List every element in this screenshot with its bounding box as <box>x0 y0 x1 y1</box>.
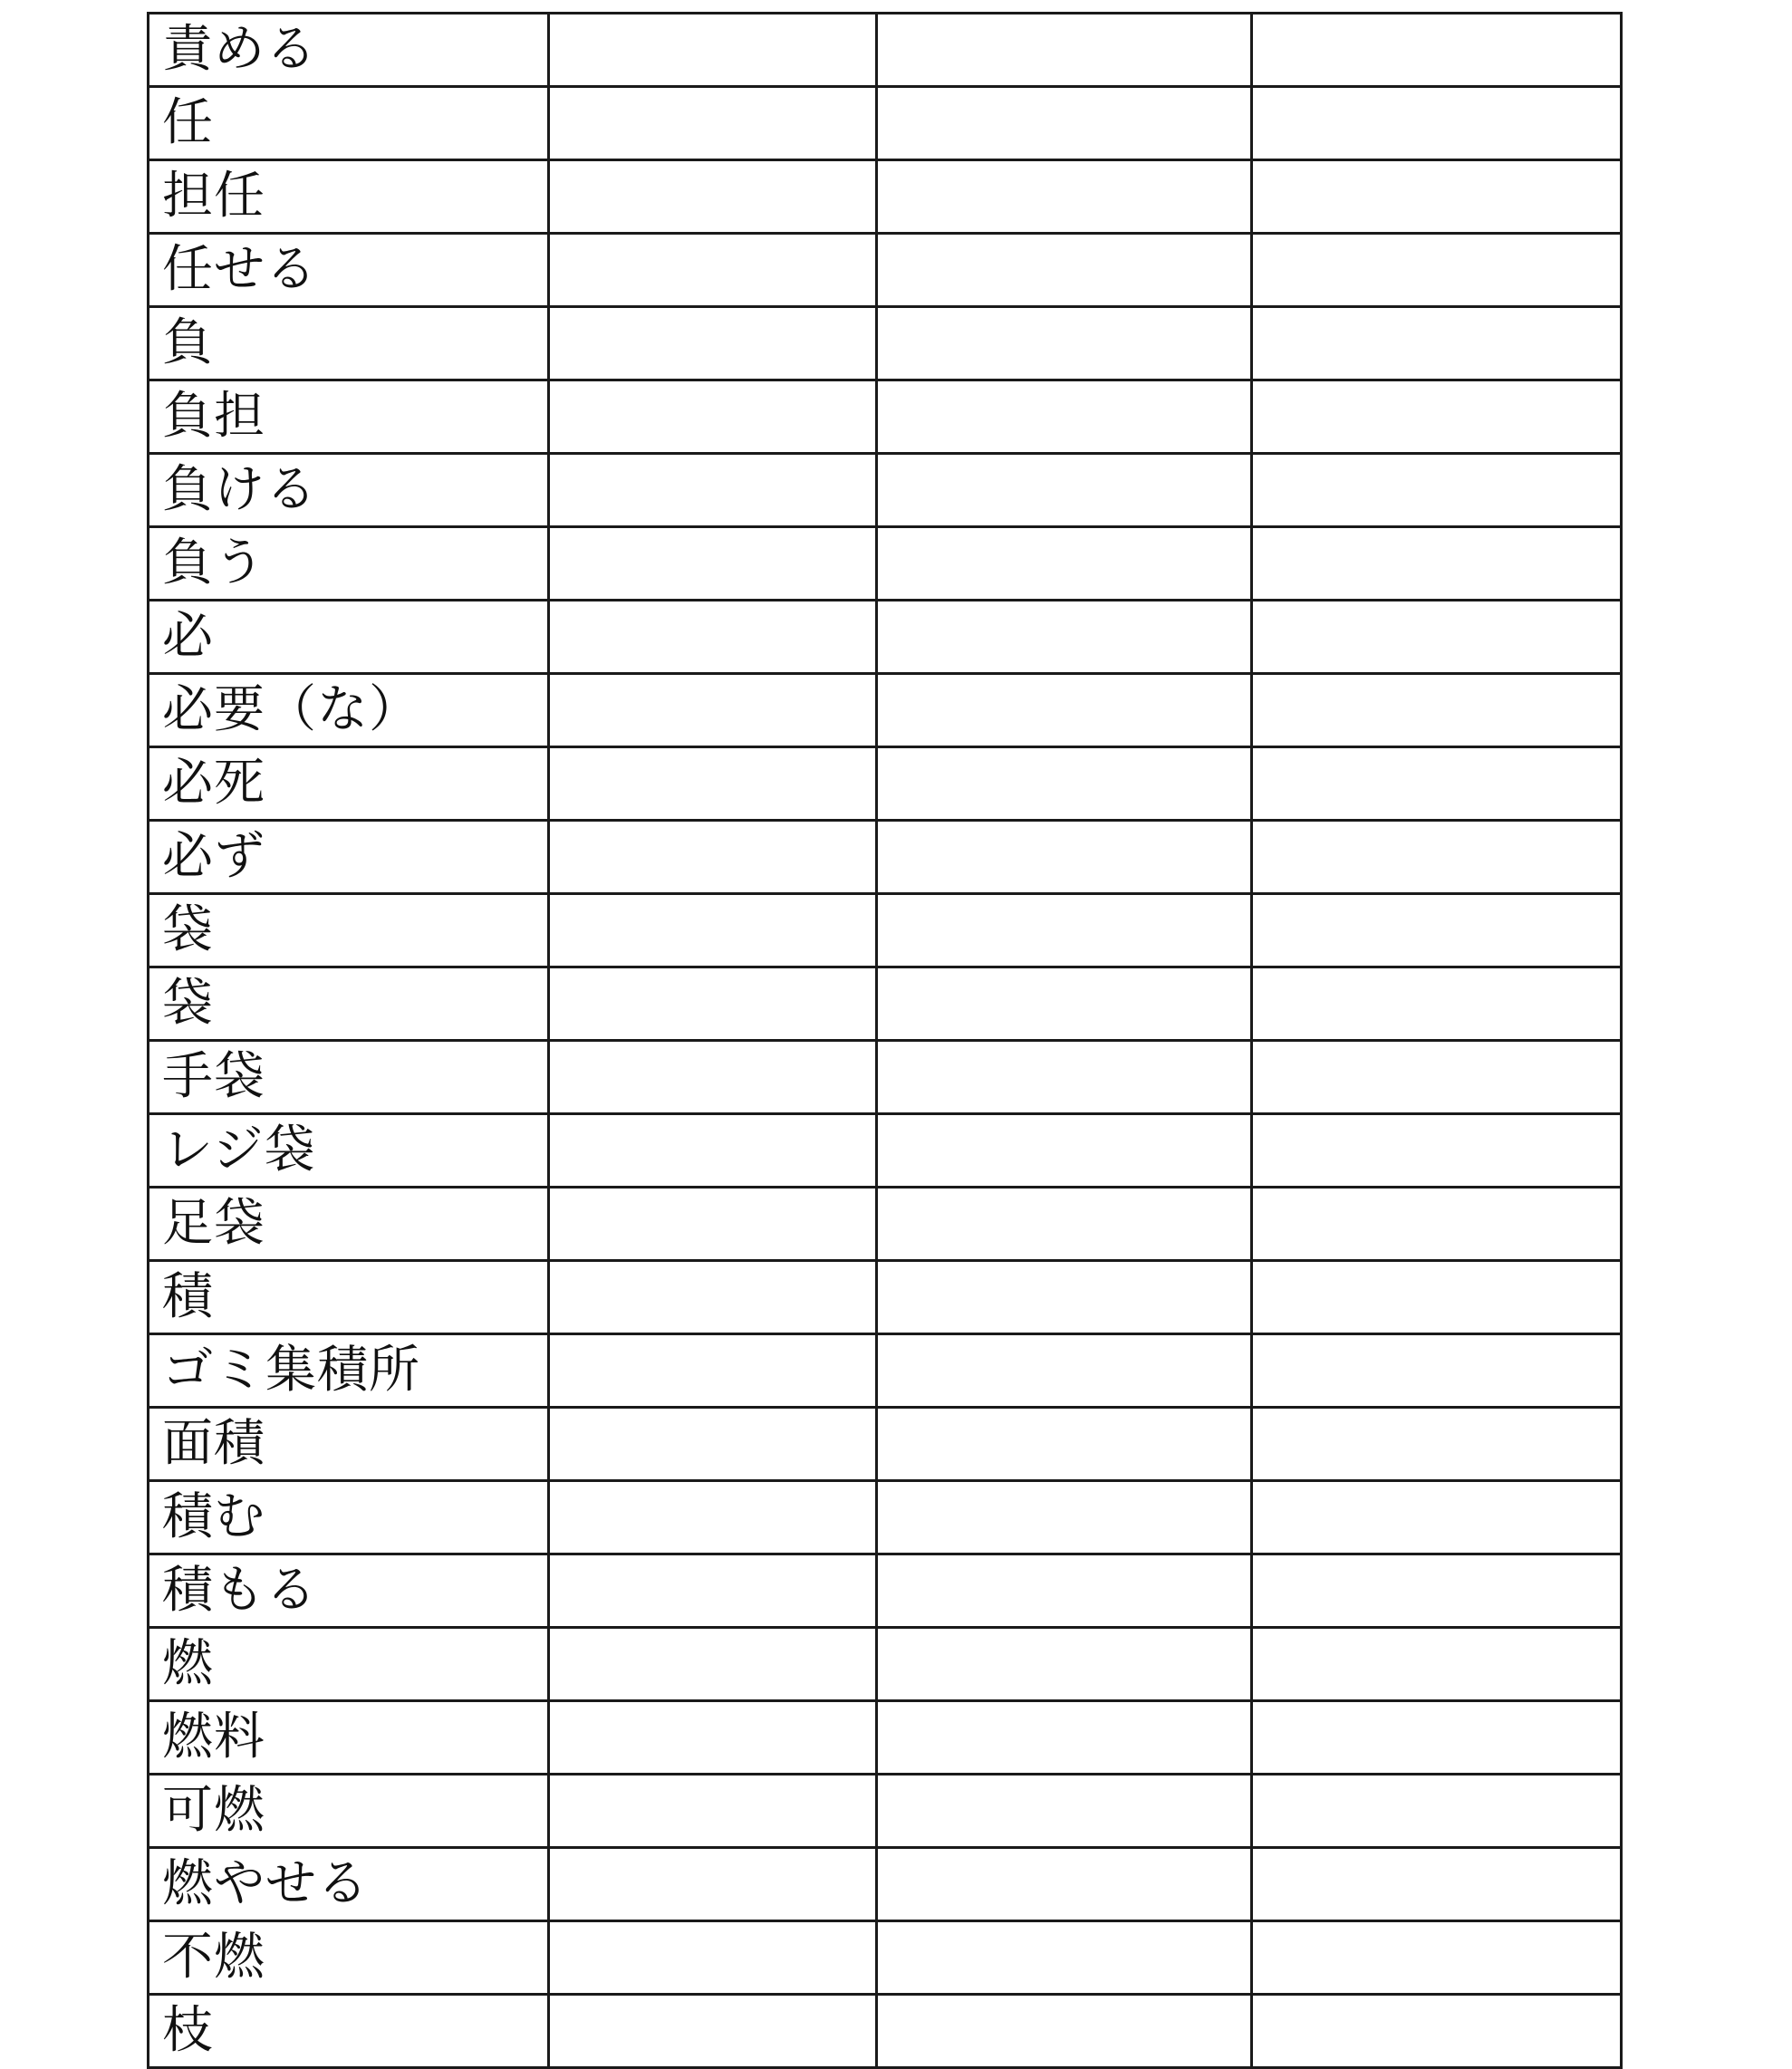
answer-cell-col2[interactable] <box>549 14 877 87</box>
vocabulary-term-cell: 燃やせる <box>149 1848 549 1921</box>
answer-cell-col2[interactable] <box>549 967 877 1041</box>
vocabulary-term-cell: 必ず <box>149 821 549 894</box>
table-row <box>149 1921 1622 1995</box>
answer-cell-col3[interactable] <box>877 1554 1252 1628</box>
answer-cell-col2[interactable] <box>549 1114 877 1188</box>
answer-cell-col2[interactable] <box>549 1041 877 1114</box>
answer-cell-col3[interactable] <box>877 160 1252 234</box>
answer-cell-col2[interactable] <box>549 380 877 454</box>
answer-cell-col4[interactable] <box>1252 87 1622 160</box>
answer-cell-col4[interactable] <box>1252 14 1622 87</box>
table-row <box>149 1114 1622 1188</box>
table-row <box>149 821 1622 894</box>
answer-cell-col4[interactable] <box>1252 601 1622 674</box>
vocabulary-term-cell: 積もる <box>149 1554 549 1628</box>
vocabulary-term-cell: 必死 <box>149 747 549 821</box>
vocabulary-term-cell: 面積 <box>149 1408 549 1481</box>
table-row <box>149 307 1622 380</box>
table-row <box>149 527 1622 601</box>
answer-cell-col2[interactable] <box>549 160 877 234</box>
answer-cell-col4[interactable] <box>1252 1114 1622 1188</box>
table-row <box>149 1261 1622 1334</box>
answer-cell-col3[interactable] <box>877 14 1252 87</box>
answer-cell-col2[interactable] <box>549 747 877 821</box>
answer-cell-col3[interactable] <box>877 1261 1252 1334</box>
answer-cell-col3[interactable] <box>877 234 1252 307</box>
answer-cell-col4[interactable] <box>1252 1261 1622 1334</box>
answer-cell-col2[interactable] <box>549 307 877 380</box>
answer-cell-col3[interactable] <box>877 380 1252 454</box>
table-row <box>149 1701 1622 1775</box>
table-row <box>149 1041 1622 1114</box>
vocabulary-term-cell: 手袋 <box>149 1041 549 1114</box>
answer-cell-col2[interactable] <box>549 894 877 967</box>
answer-cell-col2[interactable] <box>549 601 877 674</box>
vocabulary-term-cell: 可燃 <box>149 1775 549 1848</box>
table-row <box>149 1408 1622 1481</box>
worksheet-body <box>149 14 1622 2068</box>
answer-cell-col3[interactable] <box>877 307 1252 380</box>
table-row <box>149 380 1622 454</box>
table-row <box>149 454 1622 527</box>
answer-cell-col2[interactable] <box>549 1481 877 1554</box>
answer-cell-col2[interactable] <box>549 674 877 747</box>
answer-cell-col2[interactable] <box>549 1554 877 1628</box>
answer-cell-col4[interactable] <box>1252 1481 1622 1554</box>
answer-cell-col2[interactable] <box>549 234 877 307</box>
answer-cell-col4[interactable] <box>1252 454 1622 527</box>
answer-cell-col3[interactable] <box>877 527 1252 601</box>
answer-cell-col2[interactable] <box>549 1775 877 1848</box>
table-row <box>149 234 1622 307</box>
answer-cell-col3[interactable] <box>877 1701 1252 1775</box>
vocabulary-term-cell: 袋 <box>149 894 549 967</box>
answer-cell-col3[interactable] <box>877 674 1252 747</box>
answer-cell-col2[interactable] <box>549 454 877 527</box>
answer-cell-col4[interactable] <box>1252 1701 1622 1775</box>
answer-cell-col2[interactable] <box>549 1408 877 1481</box>
table-row <box>149 601 1622 674</box>
table-row <box>149 1775 1622 1848</box>
answer-cell-col4[interactable] <box>1252 307 1622 380</box>
answer-cell-col2[interactable] <box>549 1334 877 1408</box>
answer-cell-col3[interactable] <box>877 1921 1252 1995</box>
vocabulary-term-cell: 枝 <box>149 1995 549 2068</box>
answer-cell-col3[interactable] <box>877 87 1252 160</box>
table-row <box>149 1554 1622 1628</box>
answer-cell-col4[interactable] <box>1252 1408 1622 1481</box>
vocabulary-term-cell: 必 <box>149 601 549 674</box>
vocabulary-term-cell: レジ袋 <box>149 1114 549 1188</box>
answer-cell-col2[interactable] <box>549 1848 877 1921</box>
table-row <box>149 1188 1622 1261</box>
vocabulary-term-cell: 積む <box>149 1481 549 1554</box>
answer-cell-col3[interactable] <box>877 747 1252 821</box>
vocabulary-term-cell: 袋 <box>149 967 549 1041</box>
table-row <box>149 87 1622 160</box>
answer-cell-col3[interactable] <box>877 1114 1252 1188</box>
table-row <box>149 14 1622 87</box>
table-row <box>149 894 1622 967</box>
answer-cell-col4[interactable] <box>1252 234 1622 307</box>
answer-cell-col3[interactable] <box>877 1408 1252 1481</box>
answer-cell-col3[interactable] <box>877 1848 1252 1921</box>
answer-cell-col2[interactable] <box>549 1261 877 1334</box>
table-row <box>149 1334 1622 1408</box>
vocabulary-term-cell: 燃料 <box>149 1701 549 1775</box>
answer-cell-col3[interactable] <box>877 821 1252 894</box>
vocabulary-term-cell: 負担 <box>149 380 549 454</box>
answer-cell-col3[interactable] <box>877 1188 1252 1261</box>
vocabulary-term-cell: 負ける <box>149 454 549 527</box>
answer-cell-col4[interactable] <box>1252 1334 1622 1408</box>
answer-cell-col2[interactable] <box>549 1628 877 1701</box>
answer-cell-col4[interactable] <box>1252 380 1622 454</box>
answer-cell-col3[interactable] <box>877 1041 1252 1114</box>
answer-cell-col4[interactable] <box>1252 160 1622 234</box>
answer-cell-col4[interactable] <box>1252 1628 1622 1701</box>
vocabulary-term-cell: 足袋 <box>149 1188 549 1261</box>
answer-cell-col2[interactable] <box>549 821 877 894</box>
table-row <box>149 1628 1622 1701</box>
answer-cell-col3[interactable] <box>877 1775 1252 1848</box>
answer-cell-col4[interactable] <box>1252 527 1622 601</box>
answer-cell-col4[interactable] <box>1252 1848 1622 1921</box>
answer-cell-col3[interactable] <box>877 1334 1252 1408</box>
vocabulary-term-cell: 任 <box>149 87 549 160</box>
answer-cell-col4[interactable] <box>1252 1041 1622 1114</box>
vocabulary-term-cell: 任せる <box>149 234 549 307</box>
answer-cell-col4[interactable] <box>1252 821 1622 894</box>
answer-cell-col4[interactable] <box>1252 1921 1622 1995</box>
answer-cell-col3[interactable] <box>877 1481 1252 1554</box>
answer-cell-col4[interactable] <box>1252 1188 1622 1261</box>
answer-cell-col3[interactable] <box>877 1628 1252 1701</box>
vocabulary-worksheet-table <box>147 12 1623 2069</box>
answer-cell-col4[interactable] <box>1252 674 1622 747</box>
answer-cell-col2[interactable] <box>549 1701 877 1775</box>
answer-cell-col4[interactable] <box>1252 747 1622 821</box>
answer-cell-col4[interactable] <box>1252 967 1622 1041</box>
answer-cell-col3[interactable] <box>877 601 1252 674</box>
answer-cell-col3[interactable] <box>877 894 1252 967</box>
answer-cell-col4[interactable] <box>1252 1775 1622 1848</box>
vocabulary-term-cell: 不燃 <box>149 1921 549 1995</box>
table-row <box>149 1848 1622 1921</box>
answer-cell-col2[interactable] <box>549 527 877 601</box>
vocabulary-term-cell: 責める <box>149 14 549 87</box>
vocabulary-term-cell: 負 <box>149 307 549 380</box>
answer-cell-col4[interactable] <box>1252 894 1622 967</box>
vocabulary-term-cell: 担任 <box>149 160 549 234</box>
vocabulary-term-cell: 必要（な） <box>149 674 549 747</box>
answer-cell-col3[interactable] <box>877 967 1252 1041</box>
vocabulary-term-cell: 燃 <box>149 1628 549 1701</box>
vocabulary-term-cell: 積 <box>149 1261 549 1334</box>
answer-cell-col4[interactable] <box>1252 1554 1622 1628</box>
answer-cell-col2[interactable] <box>549 1188 877 1261</box>
table-row <box>149 674 1622 747</box>
answer-cell-col2[interactable] <box>549 1921 877 1995</box>
table-row <box>149 1481 1622 1554</box>
table-row <box>149 747 1622 821</box>
table-row <box>149 160 1622 234</box>
answer-cell-col3[interactable] <box>877 454 1252 527</box>
table-row <box>149 967 1622 1041</box>
answer-cell-col2[interactable] <box>549 87 877 160</box>
vocabulary-term-cell: 負う <box>149 527 549 601</box>
vocabulary-term-cell: ゴミ集積所 <box>149 1334 549 1408</box>
